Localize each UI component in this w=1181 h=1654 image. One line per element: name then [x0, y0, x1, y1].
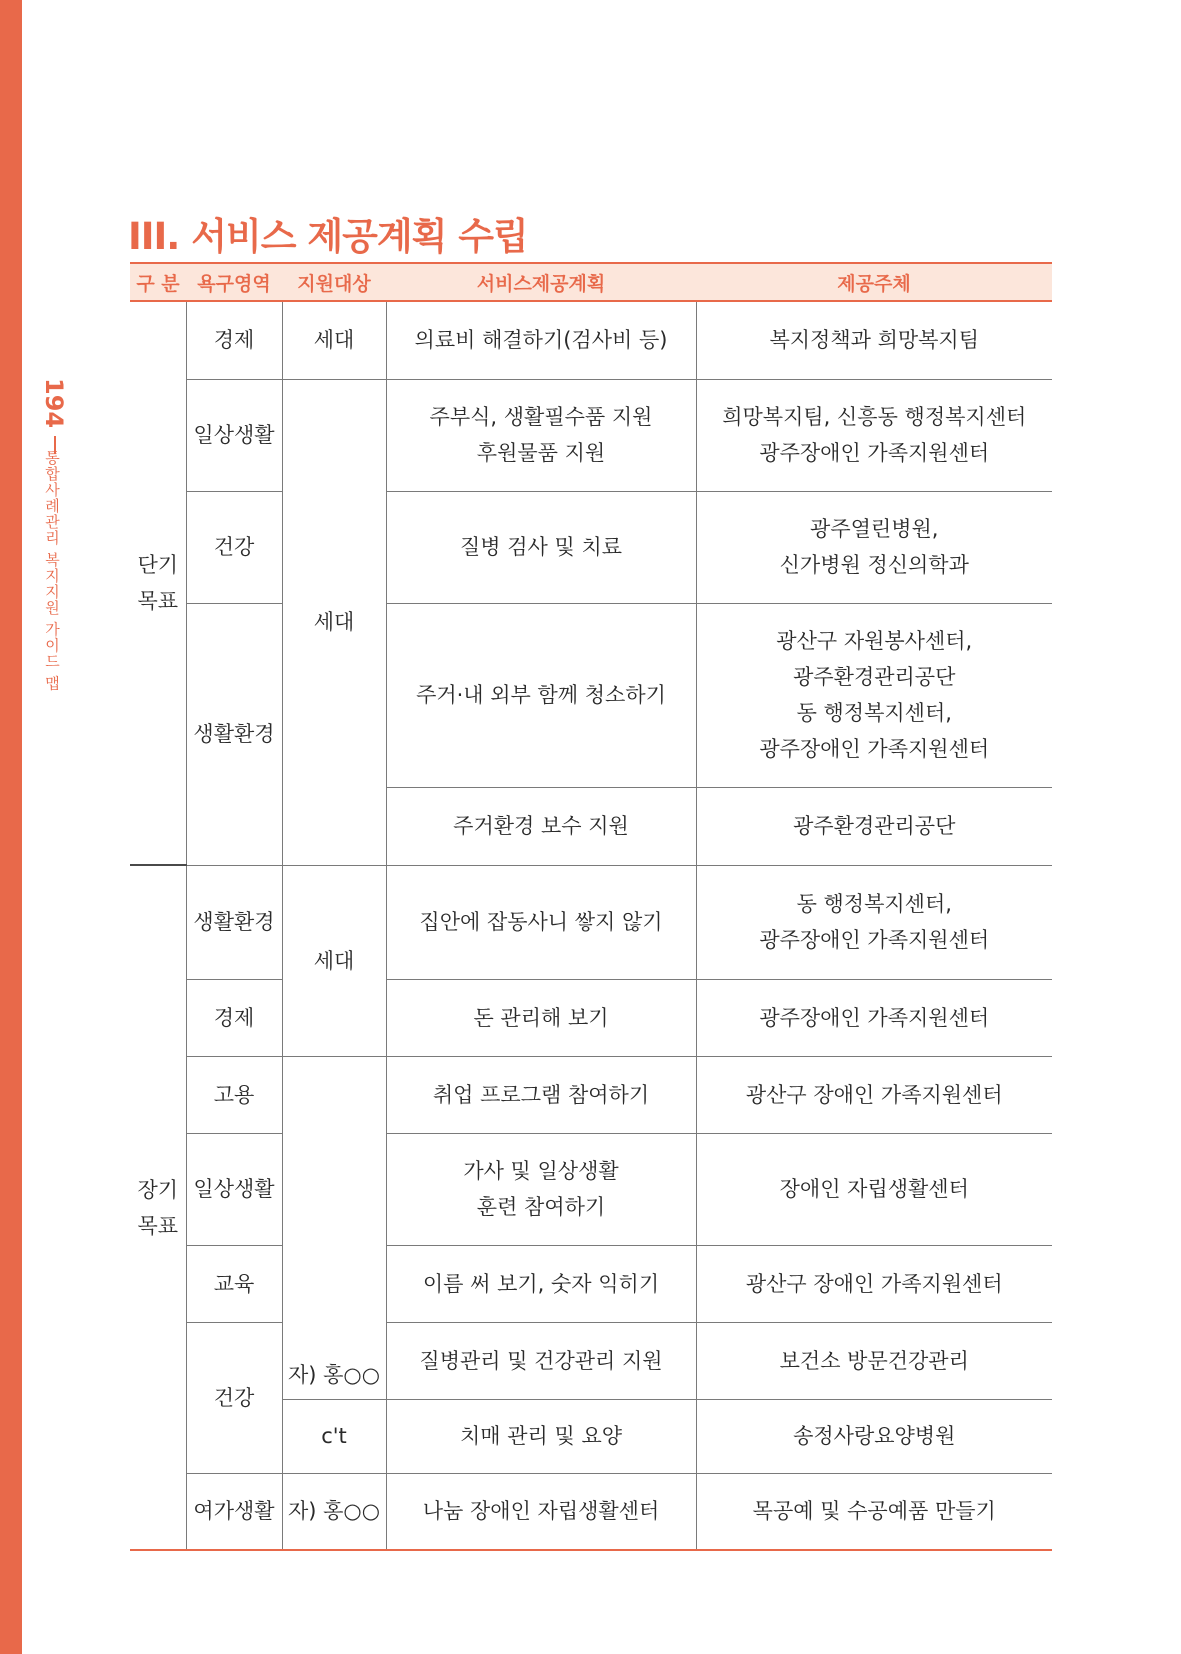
book-title: 통합사례관리 복지지원 가이드 맵 [43, 450, 61, 692]
table-row [130, 1133, 1052, 1245]
need-area-cell: 생활환경 [186, 603, 282, 865]
service-plan-table [130, 262, 1052, 1551]
target-cell: 자) 홍○○ [282, 1056, 386, 1399]
provider-cell: 장애인 자립생활센터 [696, 1133, 1052, 1245]
header-category: 구 분 [130, 263, 186, 301]
table-row [130, 603, 1052, 787]
plan-cell: 가사 및 일상생활 훈련 참여하기 [386, 1133, 696, 1245]
table-row [130, 301, 1052, 379]
need-area-cell: 일상생활 [186, 1133, 282, 1245]
plan-cell: 돈 관리해 보기 [386, 979, 696, 1056]
need-area-cell: 생활환경 [186, 865, 282, 979]
table-row [130, 379, 1052, 491]
provider-cell: 광산구 자원봉사센터, 광주환경관리공단 동 행정복지센터, 광주장애인 가족지원센터 [696, 603, 1052, 787]
plan-cell: 주거환경 보수 지원 [386, 787, 696, 865]
plan-cell: 집안에 잡동사니 쌓지 않기 [386, 865, 696, 979]
plan-cell: 질병 검사 및 치료 [386, 491, 696, 603]
header-need-area: 욕구영역 [186, 263, 282, 301]
provider-cell: 광산구 장애인 가족지원센터 [696, 1245, 1052, 1322]
need-area-cell: 건강 [186, 491, 282, 603]
provider-cell: 송정사랑요양병원 [696, 1399, 1052, 1473]
need-area-cell: 경제 [186, 979, 282, 1056]
target-cell: 세대 [282, 301, 386, 379]
page-number: 194 [40, 378, 68, 429]
need-area-cell: 고용 [186, 1056, 282, 1133]
plan-cell: 취업 프로그램 참여하기 [386, 1056, 696, 1133]
plan-cell: 주거·내 외부 함께 청소하기 [386, 603, 696, 787]
target-cell: 세대 [282, 865, 386, 1056]
provider-cell: 복지정책과 희망복지팀 [696, 301, 1052, 379]
table-row [130, 865, 1052, 979]
plan-cell: 질병관리 및 건강관리 지원 [386, 1322, 696, 1399]
header-provider: 제공주체 [696, 263, 1052, 301]
target-cell: c't [282, 1399, 386, 1473]
need-area-cell: 교육 [186, 1245, 282, 1322]
header-service-plan: 서비스제공계획 [386, 263, 696, 301]
need-area-cell: 건강 [186, 1322, 282, 1473]
table-row [130, 1245, 1052, 1322]
provider-cell: 광산구 장애인 가족지원센터 [696, 1056, 1052, 1133]
plan-cell: 주부식, 생활필수품 지원 후원물품 지원 [386, 379, 696, 491]
provider-cell: 광주열린병원, 신가병원 정신의학과 [696, 491, 1052, 603]
need-area-cell: 경제 [186, 301, 282, 379]
provider-cell: 목공예 및 수공예품 만들기 [696, 1473, 1052, 1550]
need-area-cell: 여가생활 [186, 1473, 282, 1550]
plan-cell: 나눔 장애인 자립생활센터 [386, 1473, 696, 1550]
table-row [130, 979, 1052, 1056]
side-accent-bar [0, 0, 22, 1654]
target-cell: 자) 홍○○ [282, 1473, 386, 1550]
provider-cell: 희망복지팀, 신흥동 행정복지센터 광주장애인 가족지원센터 [696, 379, 1052, 491]
provider-cell: 보건소 방문건강관리 [696, 1322, 1052, 1399]
target-cell: 세대 [282, 379, 386, 865]
table-row [130, 1056, 1052, 1133]
provider-cell: 동 행정복지센터, 광주장애인 가족지원센터 [696, 865, 1052, 979]
need-area-cell: 일상생활 [186, 379, 282, 491]
plan-cell: 치매 관리 및 요양 [386, 1399, 696, 1473]
header-target: 지원대상 [282, 263, 386, 301]
short-term-goal-label: 단기 목표 [130, 301, 186, 865]
section-title: III. 서비스 제공계획 수립 [128, 215, 528, 258]
table-row [130, 1473, 1052, 1550]
provider-cell: 광주장애인 가족지원센터 [696, 979, 1052, 1056]
plan-cell: 이름 써 보기, 숫자 익히기 [386, 1245, 696, 1322]
long-term-goal-label: 장기 목표 [130, 865, 186, 1550]
plan-cell: 의료비 해결하기(검사비 등) [386, 301, 696, 379]
table-header-row [130, 263, 1052, 301]
table-row [130, 491, 1052, 603]
table-row [130, 1322, 1052, 1399]
provider-cell: 광주환경관리공단 [696, 787, 1052, 865]
